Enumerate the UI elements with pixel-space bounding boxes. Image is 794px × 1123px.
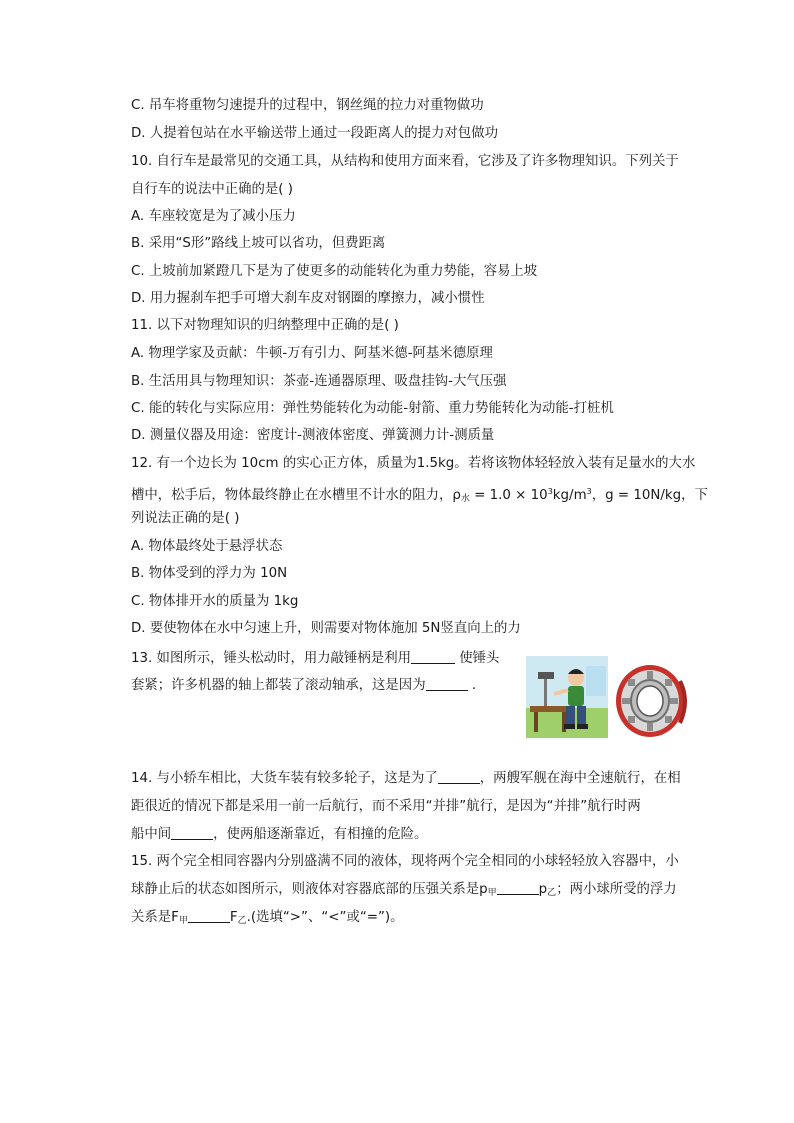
q13-line2: 套紧；许多机器的轴上都装了滚动轴承，这是因为 . bbox=[131, 678, 477, 693]
q15-line1: 15. 两个完全相同容器内分别盛满不同的液体，现将两个完全相同的小球轻轻放入容器中，小 bbox=[131, 854, 679, 869]
q12-stem-line2: 槽中，松手后，物体最终静止在水槽里不计水的阻力，$\rho_水 = 1.0 \times 10^3kg/m^3$，g = 10N/kg，下 bbox=[131, 487, 708, 504]
q12-option-d: D. 要使物体在水中匀速上升，则需要对物体施加 5N竖直向上的力 bbox=[131, 621, 521, 636]
q11-option-c: C. 能的转化与实际应用：弹性势能转化为动能-射箭、重力势能转化为动能-打桩机 bbox=[131, 401, 614, 416]
q14-blank-2[interactable] bbox=[171, 826, 213, 840]
q10-option-d: D. 用力握刹车把手可增大刹车皮对钢圈的摩擦力，减小惯性 bbox=[131, 291, 485, 306]
q12-stem-line1: 12. 有一个边长为 10cm 的实心正方体，质量为1.5kg。若将该物体轻轻放入装有足量水的大水 bbox=[131, 456, 696, 471]
q14-line2: 距很近的情况下都是采用一前一后航行，而不采用“并排”航行，是因为“并排”航行时两 bbox=[131, 799, 641, 814]
q10-option-c: C. 上坡前加紧蹬几下是为了使更多的动能转化为重力势能，容易上坡 bbox=[131, 264, 538, 279]
hammer-illustration bbox=[526, 656, 608, 738]
q10-stem-line1: 10. 自行车是最常见的交通工具，从结构和使用方面来看，它涉及了许多物理知识。下列关于 bbox=[131, 154, 679, 169]
q11-stem: 11. 以下对物理知识的归纳整理中正确的是( ) bbox=[131, 318, 399, 333]
q10-option-a: A. 车座较宽是为了减小压力 bbox=[131, 209, 296, 224]
q9-option-c: C. 吊车将重物匀速提升的过程中，钢丝绳的拉力对重物做功 bbox=[131, 98, 484, 113]
q12-option-b: B. 物体受到的浮力为 10N bbox=[131, 566, 288, 581]
bearing-illustration bbox=[614, 661, 690, 739]
q10-stem-line2: 自行车的说法中正确的是( ) bbox=[131, 182, 294, 197]
q11-option-a: A. 物理学家及贡献：牛顿-万有引力、阿基米德-阿基米德原理 bbox=[131, 346, 493, 361]
q12-option-a: A. 物体最终处于悬浮状态 bbox=[131, 539, 283, 554]
q13-line1: 13. 如图所示，锤头松动时，用力敲锤柄是利用 使锤头 bbox=[131, 651, 500, 666]
q15-line3: 关系是$F_甲$ $F_乙$.(选填“>”、“<”或“=”)。 bbox=[131, 910, 404, 926]
q9-option-d: D. 人提着包站在水平输送带上通过一段距离人的提力对包做功 bbox=[131, 126, 498, 141]
q15-blank-2[interactable] bbox=[188, 909, 230, 923]
q11-option-d: D. 测量仪器及用途：密度计-测液体密度、弹簧测力计-测质量 bbox=[131, 428, 495, 443]
q11-option-b: B. 生活用具与物理知识：茶壶-连通器原理、吸盘挂钩-大气压强 bbox=[131, 374, 507, 389]
q14-line3: 船中间 ，使两船逐渐靠近，有相撞的危险。 bbox=[131, 827, 428, 842]
q14-blank-1[interactable] bbox=[438, 770, 480, 784]
q15-blank-1[interactable] bbox=[497, 881, 539, 895]
q14-line1: 14. 与小轿车相比，大货车装有较多轮子，这是为了 ，两艘军舰在海中全速航行，在相 bbox=[131, 771, 681, 786]
q12-stem-line3: 列说法正确的是( ) bbox=[131, 511, 240, 526]
q15-line2: 球静止后的状态如图所示，则液体对容器底部的压强关系是$p_甲$ $p_乙$；两小球所受的浮力 bbox=[131, 882, 677, 898]
q13-blank-1[interactable] bbox=[411, 650, 455, 664]
q10-option-b: B. 采用“S形”路线上坡可以省功，但费距离 bbox=[131, 236, 386, 251]
q12-option-c: C. 物体排开水的质量为 1kg bbox=[131, 594, 299, 609]
q13-blank-2[interactable] bbox=[426, 677, 468, 691]
